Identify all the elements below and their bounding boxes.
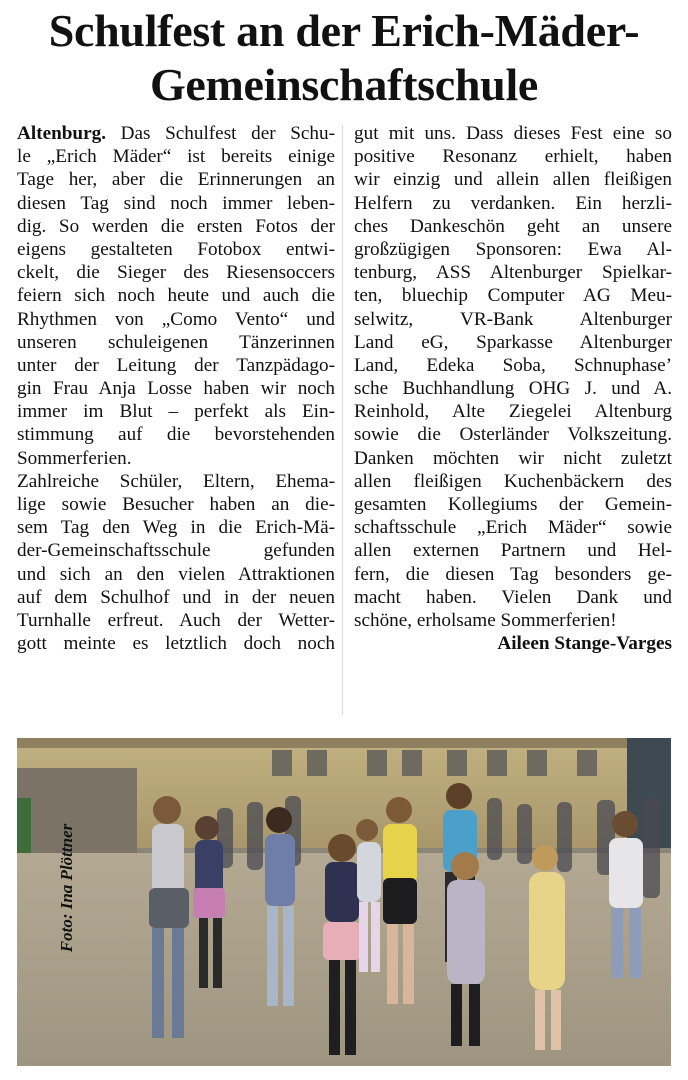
article-line: sem Tag den Weg in die Erich-Mä- — [17, 517, 335, 539]
article-line: macht haben. Vielen Dank und — [354, 586, 672, 608]
article-line: Zahlreiche Schüler, Eltern, Ehema- — [17, 470, 335, 492]
article-line: eigens gestalteten Fotobox entwi- — [17, 238, 335, 260]
column-divider — [342, 125, 343, 715]
article-line: le „Erich Mäder“ ist bereits einige — [17, 146, 335, 168]
article-line: ten, bluechip Computer AG Meu- — [354, 285, 672, 307]
article-line: Land, Edeka Soba, Schnuphase’ — [354, 354, 672, 376]
article-line: Reinhold, Alte Ziegelei Altenburg — [354, 401, 672, 423]
article-column-left — [17, 122, 335, 655]
article-line: gott meinte es letztlich doch noch — [17, 633, 335, 655]
article-line: ches Dankeschön geht an unsere — [354, 215, 672, 237]
article-line: Rhythmen von „Como Vento“ und — [17, 308, 335, 330]
article-line: Helfern zu verdanken. Ein herzli- — [354, 192, 672, 214]
article-line: tenburg, ASS Altenburger Spielkar- — [354, 262, 672, 284]
article-line: Tage her, aber die Erinnerungen an — [17, 169, 335, 191]
headline-line-1: Schulfest an der Erich-Mäder- — [48, 5, 640, 56]
article-line: Sommerferien. — [17, 447, 132, 469]
dateline: Altenburg. — [17, 123, 107, 144]
article-line: allen fleißigen Kuchenbäckern des — [354, 470, 672, 492]
article-line: stimmung auf die bevorstehenden — [17, 424, 335, 446]
article-line: Danken möchten wir nicht zuletzt — [354, 447, 672, 469]
schoolyard-dance-photo — [17, 738, 671, 1066]
author-byline: Aileen Stange-Varges — [497, 633, 672, 655]
article-line: auf dem Schulhof und in der neuen — [17, 586, 335, 608]
article-line: unseren schuleigenen Tänzerinnen — [17, 331, 335, 353]
article-line: dig. So werden die ersten Fotos der — [17, 215, 335, 237]
article-line: immer im Blut – perfekt als Ein- — [17, 401, 335, 423]
article-line: und sich an den vielen Attraktionen — [17, 563, 335, 585]
article-line: feiern sich noch heute und auch die — [17, 285, 335, 307]
article-line-text: Das Schulfest der Schu- — [106, 123, 335, 144]
headline-line-2: Gemeinschaftschule — [149, 59, 539, 110]
headline — [0, 4, 688, 112]
article-line: lige sowie Besucher haben an die- — [17, 494, 335, 515]
article-line: allen externen Partnern und Hel- — [354, 540, 672, 562]
article-line: gesamten Kollegiums der Gemein- — [354, 494, 672, 515]
article-column-right — [354, 122, 672, 655]
article-line: gin Frau Anja Losse haben wir noch — [17, 378, 335, 400]
article-line: sowie die Osterländer Volkszeitung. — [354, 424, 672, 446]
article-photo — [17, 738, 671, 1066]
article-line: der-Gemeinschaftsschule gefunden — [17, 540, 335, 562]
article-line: wir einzig und allein allen fleißigen — [354, 169, 672, 191]
article-line: schöne, erholsame Sommerferien! — [354, 609, 617, 631]
article-line — [17, 122, 335, 145]
article-line: positive Resonanz erhielt, haben — [354, 146, 672, 168]
article-line: unter der Leitung der Tanzpädago- — [17, 354, 335, 376]
article-line: Land eG, Sparkasse Altenburger — [354, 331, 672, 353]
article-line: fern, die diesen Tag besonders ge- — [354, 563, 672, 585]
article-line: gut mit uns. Dass dieses Fest eine so — [354, 123, 672, 144]
article-line: Turnhalle erfreut. Auch der Wetter- — [17, 609, 335, 631]
article-line: ckelt, die Sieger des Riesensoccers — [17, 262, 335, 284]
article-line: selwitz, VR-Bank Altenburger — [354, 308, 672, 330]
article-line: sche Buchhandlung OHG J. und A. — [354, 378, 672, 400]
article-line: diesen Tag sind noch immer leben- — [17, 192, 335, 214]
article-line: großzügigen Sponsoren: Ewa Al- — [354, 238, 672, 260]
photo-credit: Foto: Ina Plöttner — [57, 823, 76, 953]
article-line: schaftsschule „Erich Mäder“ sowie — [354, 517, 672, 539]
